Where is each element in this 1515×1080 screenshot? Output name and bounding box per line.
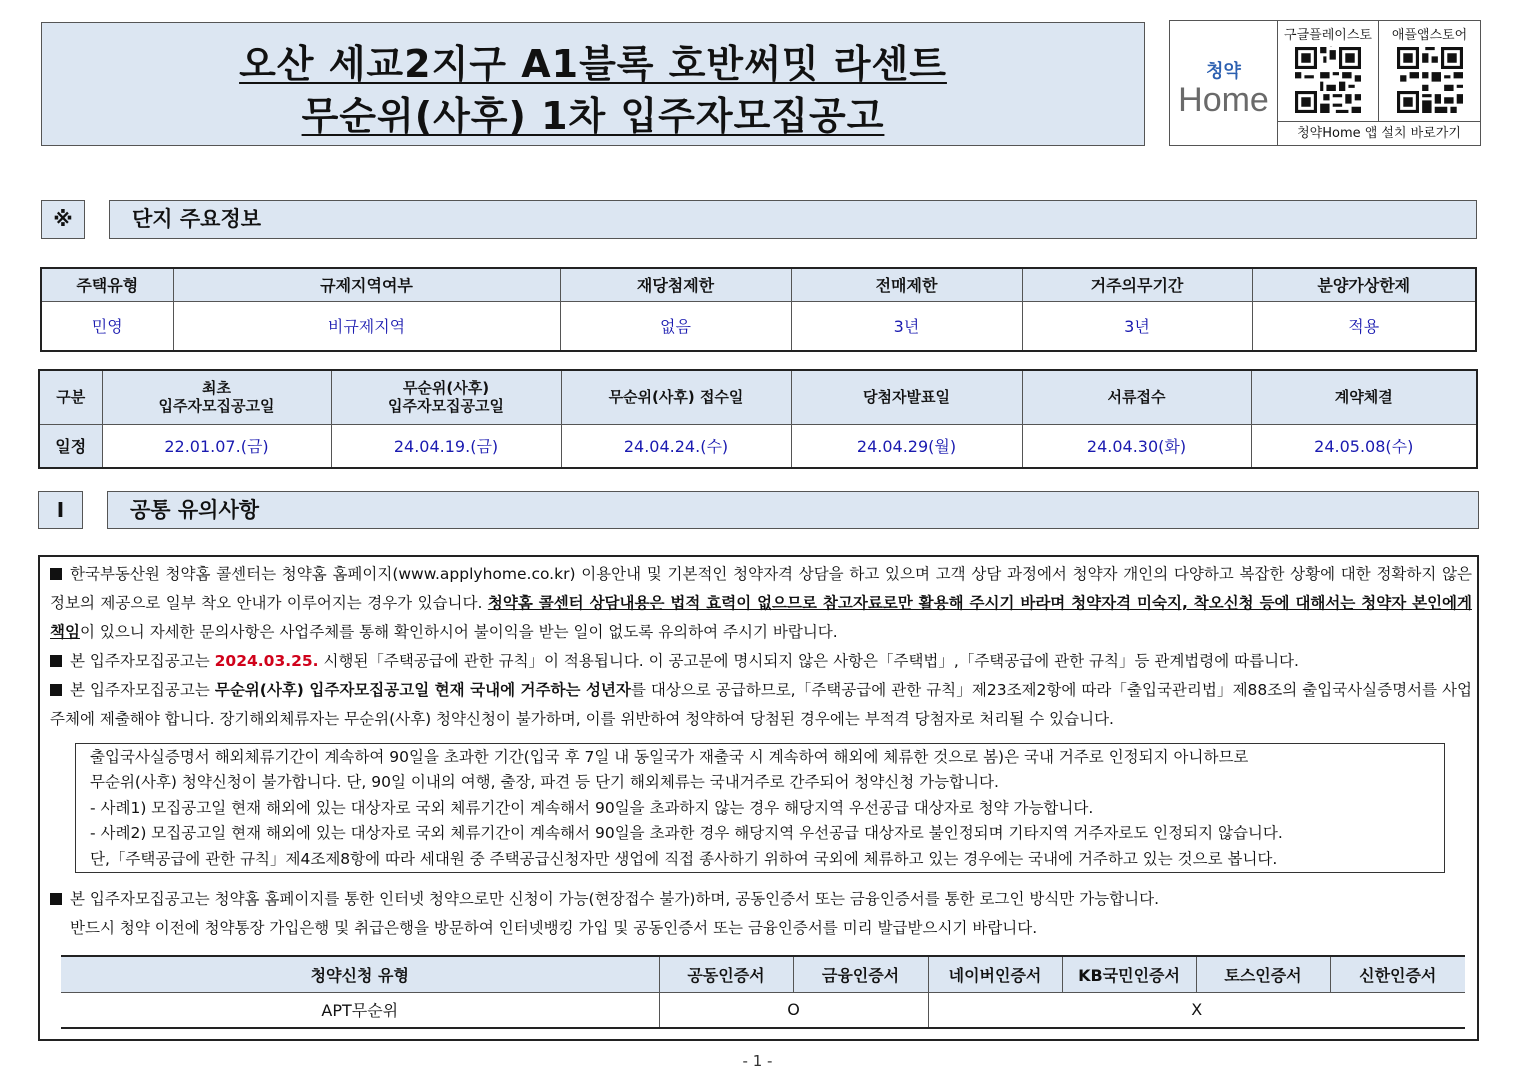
table-header: 공동인증서	[659, 956, 793, 992]
schedule-table	[38, 369, 1478, 469]
qr-code-icon	[1295, 47, 1361, 113]
table-row	[61, 992, 1465, 1028]
table-cell: O	[659, 992, 928, 1028]
google-play-label: 구글플레이스토	[1284, 28, 1372, 43]
table-header: KB국민인증서	[1062, 956, 1196, 992]
table-cell: 24.04.29(월)	[791, 424, 1022, 468]
app-install-box	[1169, 20, 1481, 146]
notice-title-box	[41, 22, 1145, 146]
square-bullet-icon	[50, 568, 62, 580]
table-header: 최초 입주자모집공고일	[102, 370, 331, 424]
complex-info-table	[40, 267, 1477, 352]
table-header: 청약신청 유형	[61, 956, 659, 992]
app-store-label: 애플앱스토어	[1391, 28, 1468, 43]
page-number: - 1 -	[742, 1052, 773, 1070]
box-line: - 사례2) 모집공고일 현재 해외에 있는 대상자로 국외 체류기간이 계속해서 90일을 초과한 경우 해당지역 우선공급 대상자로 불인정되며 기타지역 거주자로도 인정되지 않습니다.	[90, 824, 1283, 843]
table-cell: X	[928, 992, 1465, 1028]
table-header-row	[41, 268, 1476, 301]
table-header: 토스인증서	[1196, 956, 1330, 992]
table-header: 전매제한	[791, 268, 1022, 301]
table-cell: 22.01.07.(금)	[102, 424, 331, 468]
box-line: 출입국사실증명서 해외체류기간이 계속하여 90일을 초과한 기간(입국 후 7일 내 동일국가 재출국 시 계속하여 해외에 체류한 것으로 봄)은 국내 거주로 인정되지 아니하므로	[90, 748, 1249, 766]
square-bullet-icon	[50, 684, 62, 696]
app-install-link[interactable]: 청약Home 앱 설치 바로가기	[1278, 121, 1480, 145]
box-line: 단,「주택공급에 관한 규칙」제4조제8항에 따라 세대원 중 주택공급신청자만 생업에 직접 종사하기 위하여 국외에 체류하고 있는 경우에는 국내에 거주하고 있는 것으로 봅니다.	[90, 849, 1278, 868]
table-header-row	[61, 956, 1465, 992]
section-title-complex-info: 단지 주요정보	[109, 200, 1477, 239]
table-header: 규제지역여부	[173, 268, 560, 301]
table-cell: 없음	[560, 301, 791, 351]
google-play-qr[interactable]	[1278, 21, 1379, 121]
table-header: 금융인증서	[793, 956, 928, 992]
logo-text-bottom: Home	[1178, 81, 1269, 119]
box-line: - 사례1) 모집공고일 현재 해외에 있는 대상자로 국외 체류기간이 계속해서 90일을 초과하지 않는 경우 해당지역 우선공급 대상자로 청약 가능합니다.	[90, 798, 1094, 817]
table-row	[41, 301, 1476, 351]
square-bullet-icon	[50, 655, 62, 667]
table-cell: 24.04.19.(금)	[331, 424, 561, 468]
table-cell: 3년	[791, 301, 1022, 351]
common-notes-box	[38, 555, 1479, 1041]
table-cell: 3년	[1022, 301, 1252, 351]
table-header: 재당첨제한	[560, 268, 791, 301]
section-title-common-notes: 공통 유의사항	[107, 491, 1479, 529]
square-bullet-icon	[50, 893, 62, 905]
table-header-row	[39, 370, 1477, 424]
table-cell: 민영	[41, 301, 173, 351]
table-header: 서류접수	[1022, 370, 1251, 424]
table-row	[39, 424, 1477, 468]
table-cell: 24.04.30(화)	[1022, 424, 1251, 468]
table-header: 신한인증서	[1330, 956, 1465, 992]
section-mark: ※	[41, 200, 85, 239]
table-header: 분양가상한제	[1252, 268, 1476, 301]
certificate-table	[61, 955, 1465, 1029]
table-cell: 비규제지역	[173, 301, 560, 351]
table-cell: 24.04.24.(수)	[561, 424, 791, 468]
table-header: 거주의무기간	[1022, 268, 1252, 301]
table-header: 무순위(사후) 접수일	[561, 370, 791, 424]
note-paragraph-2: 본 입주자모집공고는 2024.03.25. 시행된「주택공급에 관한 규칙」이 적용됩니다. 이 공고문에 명시되지 않은 사항은「주택법」,「주택공급에 관한 규칙」등 관계법령에 따릅니다.	[50, 647, 1472, 676]
table-header: 구분	[39, 370, 102, 424]
table-cell: 적용	[1252, 301, 1476, 351]
note-paragraph-3: 본 입주자모집공고는 무순위(사후) 입주자모집공고일 현재 국내에 거주하는 성년자를 대상으로 공급하므로,「주택공급에 관한 규칙」제23조제2항에 따라「출입국관리법」제88조의 출입국사실증명서를 사업주체에 제출해야 합니다. 장기해외체류자는 무순위(사후) 청약신청이 불가하며, 이를 위반하여 청약하여 당첨된 경우에는 부적격 당첨자로 처리될 수 있습니다.	[50, 681, 1472, 728]
table-header: 네이버인증서	[928, 956, 1062, 992]
table-cell: APT무순위	[321, 1001, 399, 1021]
app-store-qr[interactable]	[1379, 21, 1480, 121]
box-line: 무순위(사후) 청약신청이 불가합니다. 단, 90일 이내의 여행, 출장, 파견 등 단기 해외체류는 국내거주로 간주되어 청약신청 가능합니다.	[90, 773, 999, 792]
overseas-stay-note-box	[75, 743, 1445, 873]
section-mark: I	[38, 491, 83, 529]
title-line-2: 무순위(사후) 1차 입주자모집공고	[301, 94, 885, 138]
table-header: 무순위(사후) 입주자모집공고일	[331, 370, 561, 424]
title-line-1: 오산 세교2지구 A1블록 호반써밋 라센트	[239, 42, 947, 86]
applyhome-logo	[1170, 21, 1278, 145]
logo-text-top: 청약	[1206, 61, 1241, 82]
note-paragraph-1: 한국부동산원 청약홈 콜센터는 청약홈 홈페이지(www.applyhome.co.kr) 이용안내 및 기본적인 청약자격 상담을 하고 있으며 고객 상담 과정에서 청약자 개인의 다양하고 복잡한 상황에 대한 정확하지 않은 정보의 제공으로 일부 착오 안내가 이루어지는 경우가 있습니다. 청약홈 콜센터 상담내용은 법적 효력이 없으므로 참고자료로만 활용해 주시기 바라며 청약자격 미숙지, 착오신청 등에 대해서는 청약자 본인에게 책임이 있으니 자세한 문의사항은 사업주체를 통해 확인하시어 불이익을 받는 일이 없도록 유의하여 주시기 바랍니다.	[50, 565, 1472, 641]
row-header: 일정	[39, 424, 102, 468]
table-header: 당첨자발표일	[791, 370, 1022, 424]
table-header: 계약체결	[1251, 370, 1477, 424]
table-header: 주택유형	[41, 268, 173, 301]
table-cell: 24.05.08(수)	[1251, 424, 1477, 468]
qr-code-icon	[1397, 47, 1463, 113]
note-paragraph-4: 본 입주자모집공고는 청약홈 홈페이지를 통한 인터넷 청약으로만 신청이 가능(현장접수 불가)하며, 공동인증서 또는 금융인증서를 통한 로그인 방식만 가능합니다. 반드시 청약 이전에 청약통장 가입은행 및 취급은행을 방문하여 인터넷뱅킹 가입 및 공동인증서 또는 금융인증서를 미리 발급받으시기 바랍니다.	[50, 885, 1472, 943]
